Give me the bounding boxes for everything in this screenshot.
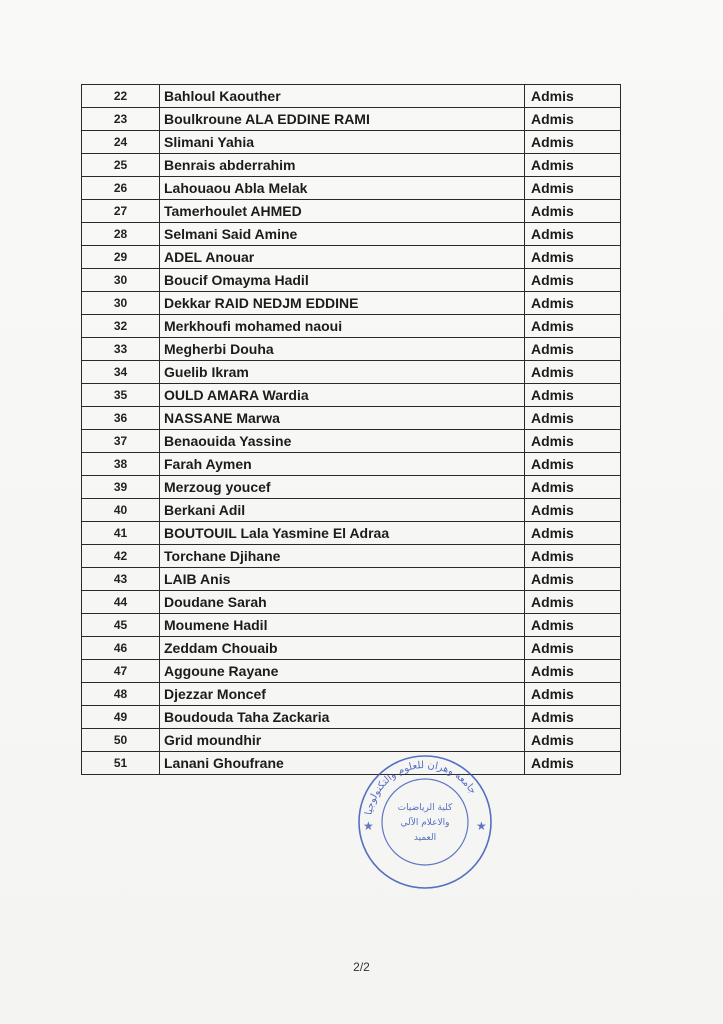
student-name: Zeddam Chouaib xyxy=(160,637,525,660)
admission-status: Admis xyxy=(525,660,621,683)
table-row xyxy=(82,154,621,177)
student-name: Dekkar RAID NEDJM EDDINE xyxy=(160,292,525,315)
row-number: 39 xyxy=(82,476,160,499)
student-name: Lanani Ghoufrane xyxy=(160,752,525,775)
admission-status: Admis xyxy=(525,292,621,315)
table-row xyxy=(82,315,621,338)
admission-status: Admis xyxy=(525,637,621,660)
admission-status: Admis xyxy=(525,223,621,246)
student-name: Moumene Hadil xyxy=(160,614,525,637)
table-row xyxy=(82,453,621,476)
student-name: Djezzar Moncef xyxy=(160,683,525,706)
table-row xyxy=(82,637,621,660)
student-name: Merzoug youcef xyxy=(160,476,525,499)
row-number: 38 xyxy=(82,453,160,476)
admission-status: Admis xyxy=(525,384,621,407)
table-row xyxy=(82,591,621,614)
student-name: Selmani Said Amine xyxy=(160,223,525,246)
row-number: 49 xyxy=(82,706,160,729)
student-name: Boucif Omayma Hadil xyxy=(160,269,525,292)
stamp-star-right-icon: ★ xyxy=(476,819,487,833)
table-row xyxy=(82,85,621,108)
table-row xyxy=(82,200,621,223)
stamp-inner-text-2: والاعلام الآلي xyxy=(400,818,450,828)
student-name: Benaouida Yassine xyxy=(160,430,525,453)
page-number: 2/2 xyxy=(353,960,370,974)
stamp-star-left-icon: ★ xyxy=(363,819,374,833)
table-row xyxy=(82,407,621,430)
admission-status: Admis xyxy=(525,545,621,568)
table-row xyxy=(82,706,621,729)
row-number: 23 xyxy=(82,108,160,131)
admission-status: Admis xyxy=(525,338,621,361)
table-row xyxy=(82,108,621,131)
admission-status: Admis xyxy=(525,591,621,614)
row-number: 43 xyxy=(82,568,160,591)
row-number: 32 xyxy=(82,315,160,338)
row-number: 45 xyxy=(82,614,160,637)
student-name: Benrais abderrahim xyxy=(160,154,525,177)
student-name: Lahouaou Abla Melak xyxy=(160,177,525,200)
row-number: 29 xyxy=(82,246,160,269)
admission-status: Admis xyxy=(525,269,621,292)
admission-status: Admis xyxy=(525,108,621,131)
student-name: Slimani Yahia xyxy=(160,131,525,154)
student-name: Tamerhoulet AHMED xyxy=(160,200,525,223)
admission-status: Admis xyxy=(525,131,621,154)
admission-status: Admis xyxy=(525,729,621,752)
student-name: Aggoune Rayane xyxy=(160,660,525,683)
row-number: 30 xyxy=(82,292,160,315)
row-number: 35 xyxy=(82,384,160,407)
table-row xyxy=(82,246,621,269)
student-name: Torchane Djihane xyxy=(160,545,525,568)
table-row xyxy=(82,683,621,706)
row-number: 47 xyxy=(82,660,160,683)
student-name: LAIB Anis xyxy=(160,568,525,591)
stamp-inner-text-1: كلية الرياضيات xyxy=(397,803,453,813)
admission-status: Admis xyxy=(525,315,621,338)
admission-table-body xyxy=(82,85,621,775)
row-number: 42 xyxy=(82,545,160,568)
student-name: OULD AMARA Wardia xyxy=(160,384,525,407)
student-name: Grid moundhir xyxy=(160,729,525,752)
student-name: Guelib Ikram xyxy=(160,361,525,384)
student-name: Boulkroune ALA EDDINE RAMI xyxy=(160,108,525,131)
row-number: 36 xyxy=(82,407,160,430)
row-number: 33 xyxy=(82,338,160,361)
row-number: 27 xyxy=(82,200,160,223)
stamp-outer-text: جامعة وهران للعلوم والتكنولوجيا xyxy=(363,759,479,816)
table-row xyxy=(82,660,621,683)
table-row xyxy=(82,338,621,361)
admission-status: Admis xyxy=(525,614,621,637)
admission-status: Admis xyxy=(525,200,621,223)
admission-status: Admis xyxy=(525,752,621,775)
table-row xyxy=(82,545,621,568)
table-row xyxy=(82,292,621,315)
row-number: 37 xyxy=(82,430,160,453)
table-row xyxy=(82,476,621,499)
row-number: 25 xyxy=(82,154,160,177)
table-row xyxy=(82,269,621,292)
student-name: Bahloul Kaouther xyxy=(160,85,525,108)
table-row xyxy=(82,131,621,154)
admission-status: Admis xyxy=(525,568,621,591)
table-row xyxy=(82,223,621,246)
admission-status: Admis xyxy=(525,407,621,430)
row-number: 40 xyxy=(82,499,160,522)
row-number: 26 xyxy=(82,177,160,200)
table-row xyxy=(82,499,621,522)
student-name: BOUTOUIL Lala Yasmine El Adraa xyxy=(160,522,525,545)
table-row xyxy=(82,568,621,591)
table-row xyxy=(82,177,621,200)
row-number: 24 xyxy=(82,131,160,154)
row-number: 41 xyxy=(82,522,160,545)
table-row xyxy=(82,522,621,545)
student-name: Doudane Sarah xyxy=(160,591,525,614)
admission-status: Admis xyxy=(525,177,621,200)
admission-status: Admis xyxy=(525,476,621,499)
student-name: Farah Aymen xyxy=(160,453,525,476)
student-name: Megherbi Douha xyxy=(160,338,525,361)
stamp-inner-text-3: العميد xyxy=(413,833,437,843)
student-name: Boudouda Taha Zackaria xyxy=(160,706,525,729)
admission-status: Admis xyxy=(525,706,621,729)
table-row xyxy=(82,729,621,752)
admission-status: Admis xyxy=(525,522,621,545)
row-number: 28 xyxy=(82,223,160,246)
table-row xyxy=(82,430,621,453)
admission-status: Admis xyxy=(525,453,621,476)
student-name: Berkani Adil xyxy=(160,499,525,522)
admission-status: Admis xyxy=(525,246,621,269)
admission-status: Admis xyxy=(525,154,621,177)
table-row xyxy=(82,614,621,637)
table-row xyxy=(82,384,621,407)
row-number: 48 xyxy=(82,683,160,706)
row-number: 46 xyxy=(82,637,160,660)
official-stamp xyxy=(355,752,495,892)
student-name: NASSANE Marwa xyxy=(160,407,525,430)
table-row xyxy=(82,361,621,384)
admission-status: Admis xyxy=(525,361,621,384)
student-name: Merkhoufi mohamed naoui xyxy=(160,315,525,338)
admission-status: Admis xyxy=(525,499,621,522)
student-name: ADEL Anouar xyxy=(160,246,525,269)
row-number: 34 xyxy=(82,361,160,384)
admission-table xyxy=(81,84,621,775)
admission-status: Admis xyxy=(525,430,621,453)
row-number: 30 xyxy=(82,269,160,292)
table-row xyxy=(82,752,621,775)
row-number: 50 xyxy=(82,729,160,752)
row-number: 44 xyxy=(82,591,160,614)
admission-status: Admis xyxy=(525,85,621,108)
row-number: 51 xyxy=(82,752,160,775)
admission-status: Admis xyxy=(525,683,621,706)
row-number: 22 xyxy=(82,85,160,108)
